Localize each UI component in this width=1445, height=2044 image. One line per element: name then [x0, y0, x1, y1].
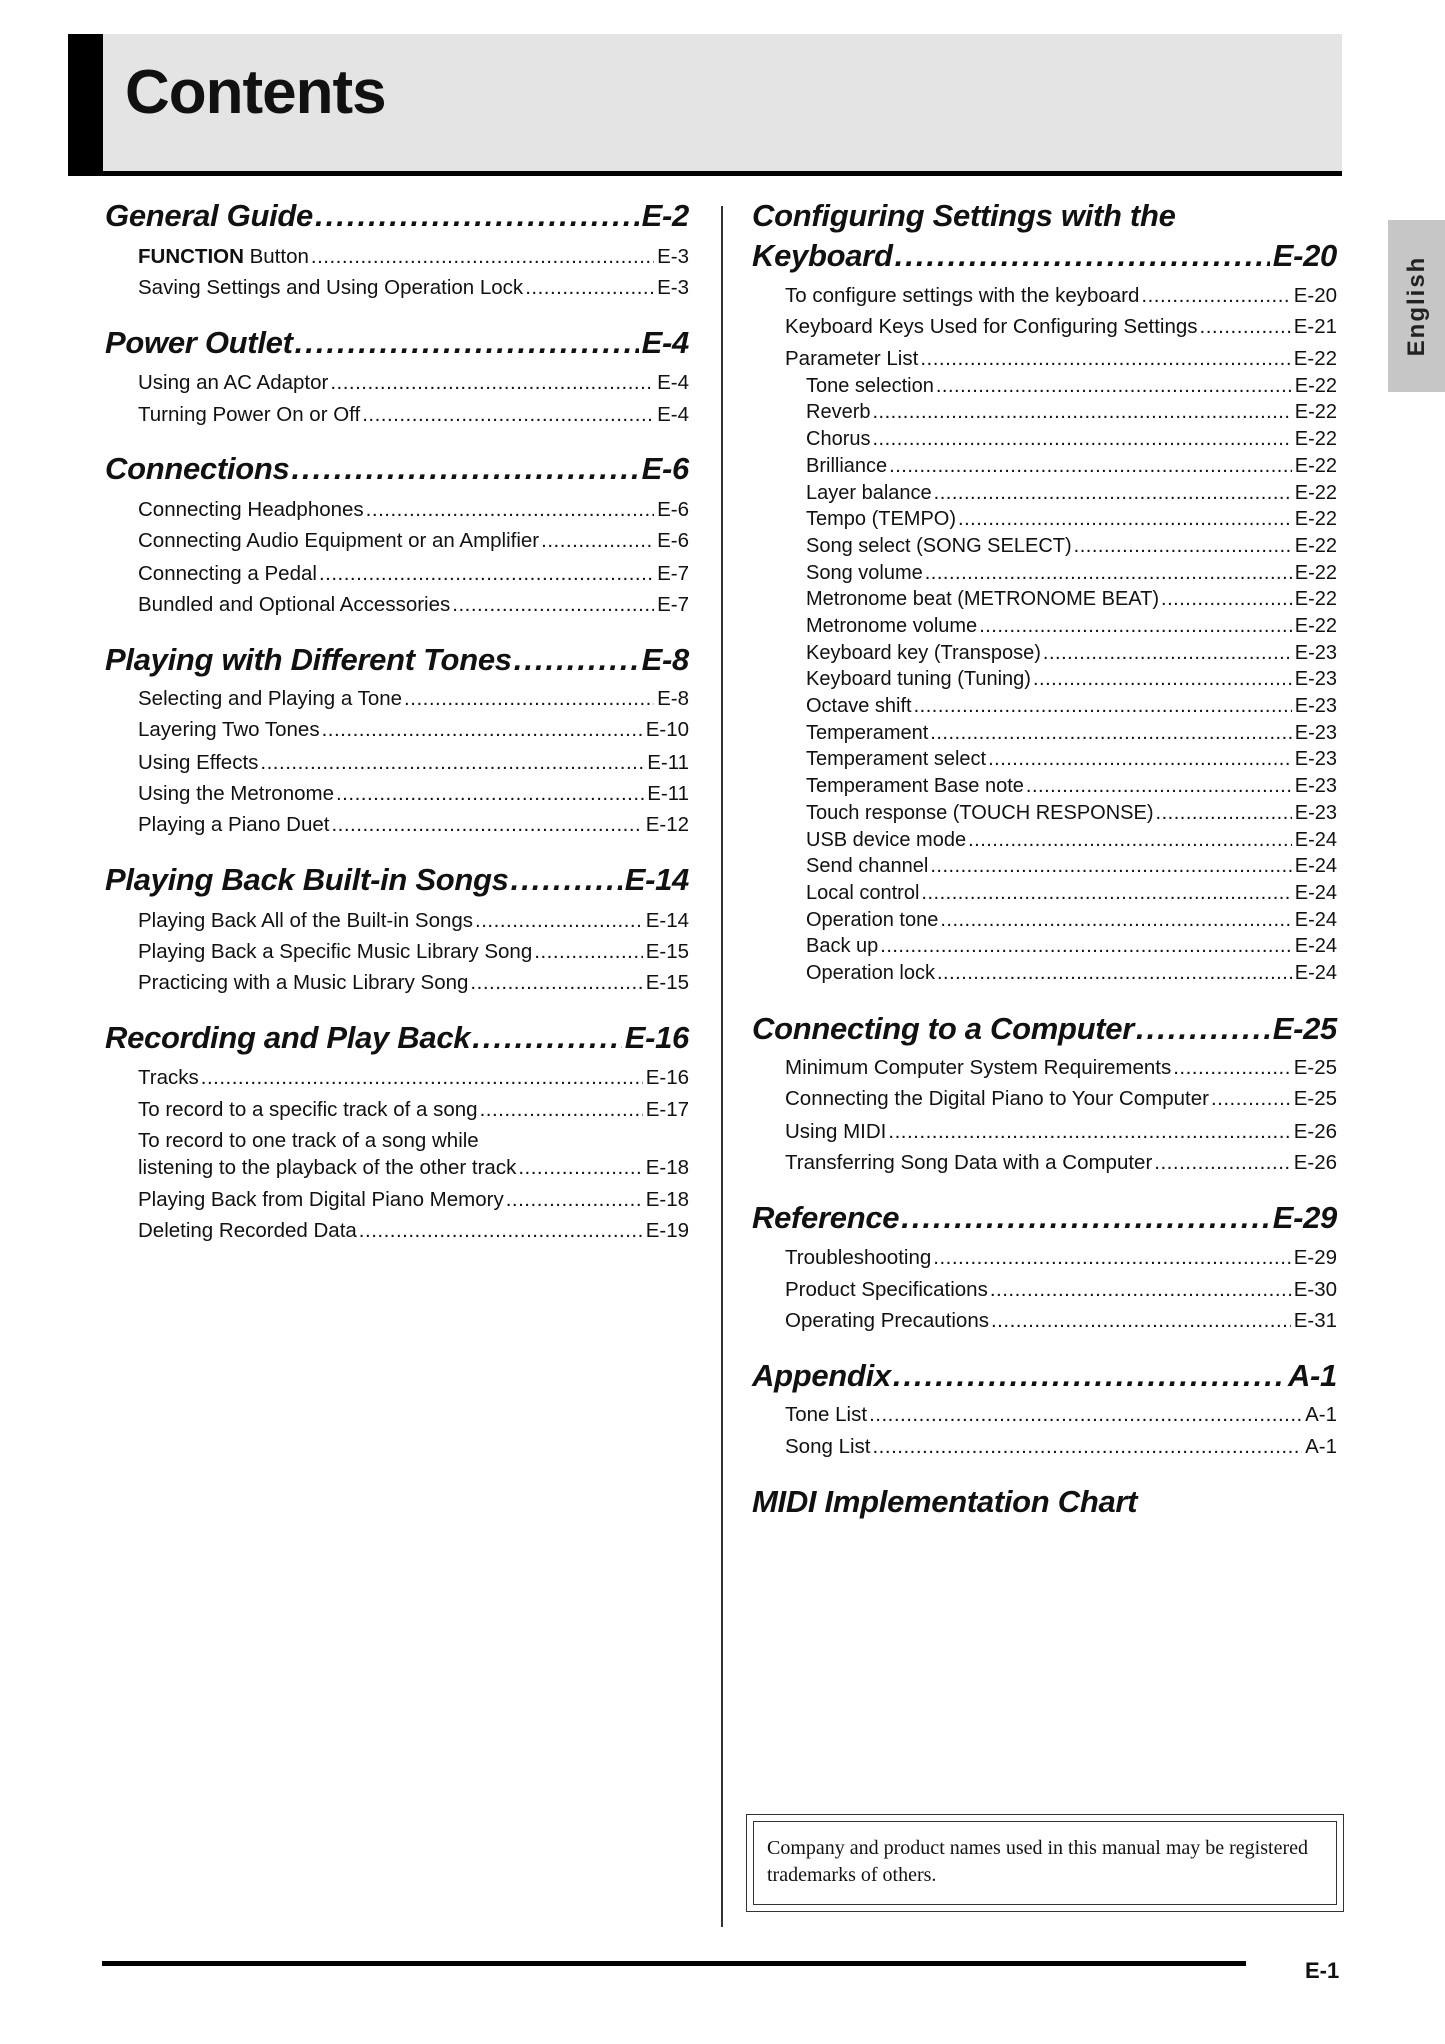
- toc-entry-label: Touch response (TOUCH RESPONSE): [806, 802, 1154, 824]
- toc-entry-label: Keyboard Keys Used for Configuring Settings: [785, 315, 1198, 338]
- toc-entry[interactable]: [138, 908, 689, 934]
- toc-page-number: A-1: [1305, 1435, 1337, 1458]
- toc-entry[interactable]: [806, 880, 1337, 906]
- toc-entry[interactable]: [138, 781, 689, 807]
- toc-page-number: E-6: [641, 451, 689, 486]
- toc-entry-label: Troubleshooting: [785, 1246, 932, 1269]
- toc-page-number: E-10: [645, 718, 689, 741]
- toc-entry[interactable]: [785, 1402, 1337, 1428]
- dot-leader: [925, 560, 1292, 586]
- toc-section-heading[interactable]: MIDI Implementation Chart: [752, 1484, 1138, 1519]
- toc-entry-label: Brilliance: [806, 455, 888, 477]
- toc-entry[interactable]: [138, 750, 689, 776]
- toc-entry[interactable]: [785, 314, 1337, 340]
- toc-page-number: E-22: [1293, 347, 1337, 370]
- toc-entry-label-rest: Button: [243, 245, 309, 268]
- dot-leader: [336, 781, 644, 807]
- toc-section-heading[interactable]: [752, 1358, 1337, 1394]
- toc-entry-label: listening to the playback of the other track: [138, 1156, 517, 1179]
- toc-entry-label: Tone List: [785, 1403, 868, 1426]
- toc-entry[interactable]: [138, 939, 689, 965]
- toc-entry-label: Minimum Computer System Requirements: [785, 1056, 1172, 1079]
- dot-leader: [979, 613, 1292, 639]
- toc-entry[interactable]: [806, 613, 1337, 639]
- toc-page-number: E-24: [1294, 935, 1337, 957]
- dot-leader: [475, 908, 643, 934]
- footer-rule: [102, 1961, 1246, 1966]
- dot-leader: [480, 1097, 643, 1123]
- dot-leader: [359, 1218, 643, 1244]
- dot-leader: [331, 812, 642, 838]
- toc-entry[interactable]: [785, 1086, 1337, 1112]
- toc-entry-label: Send channel: [806, 855, 929, 877]
- toc-entry-label: Song select (SONG SELECT): [806, 535, 1072, 557]
- toc-page-number: E-11: [647, 751, 689, 774]
- toc-page-number: E-22: [1294, 535, 1337, 557]
- toc-entry[interactable]: [785, 283, 1337, 309]
- toc-page-number: E-11: [647, 782, 689, 805]
- toc-page-number: E-15: [645, 971, 689, 994]
- toc-page-number: E-20: [1272, 238, 1337, 273]
- toc-entry[interactable]: [785, 1055, 1337, 1081]
- toc-page-number: E-2: [641, 198, 689, 233]
- toc-entry-label: Playing Back All of the Built-in Songs: [138, 909, 474, 932]
- toc-page-number: E-26: [1293, 1120, 1337, 1143]
- toc-entry-label: Appendix: [752, 1358, 891, 1393]
- language-tab-label: English: [1402, 255, 1430, 357]
- toc-page-number: E-12: [645, 813, 689, 836]
- language-tab: [1388, 220, 1445, 392]
- toc-entry-label: Chorus: [806, 428, 871, 450]
- toc-page-number: E-25: [1293, 1087, 1337, 1110]
- toc-page-number: E-24: [1294, 855, 1337, 877]
- dot-leader: [1154, 1150, 1290, 1176]
- dot-leader: [470, 970, 642, 996]
- toc-entry-label: Recording and Play Back: [105, 1020, 471, 1055]
- toc-page-number: E-29: [1293, 1246, 1337, 1269]
- header-rule: [68, 171, 1342, 176]
- toc-entry[interactable]: [785, 1119, 1337, 1145]
- toc-page-number: E-23: [1294, 668, 1337, 690]
- toc-page-number: E-22: [1294, 588, 1337, 610]
- toc-entry[interactable]: [138, 528, 689, 554]
- dot-leader: [872, 399, 1291, 425]
- toc-entry-label: Using the Metronome: [138, 782, 334, 805]
- toc-entry-label: To record to a specific track of a song: [138, 1098, 478, 1121]
- dot-leader: [888, 1119, 1290, 1145]
- toc-entry-label: Turning Power On or Off: [138, 403, 361, 426]
- toc-section-heading[interactable]: [105, 451, 689, 487]
- toc-page-number: E-23: [1294, 775, 1337, 797]
- dot-leader: [319, 561, 654, 587]
- toc-entry[interactable]: [806, 586, 1337, 612]
- toc-entry[interactable]: [138, 717, 689, 743]
- toc-entry-label: Metronome beat (METRONOME BEAT): [806, 588, 1160, 610]
- toc-entry-label: Practicing with a Music Library Song: [138, 971, 469, 994]
- toc-entry[interactable]: [806, 426, 1337, 452]
- toc-page-number: E-30: [1293, 1278, 1337, 1301]
- dot-leader: [404, 686, 654, 712]
- toc-page-number: E-24: [1294, 829, 1337, 851]
- toc-entry-label: Back up: [806, 935, 879, 957]
- toc-entry-label: Using an AC Adaptor: [138, 371, 329, 394]
- toc-entry[interactable]: [785, 1150, 1337, 1176]
- dot-leader: [291, 451, 638, 487]
- toc-page-number: E-8: [657, 687, 689, 710]
- toc-entry-label: To configure settings with the keyboard: [785, 284, 1140, 307]
- toc-entry-label: Playing with Different Tones: [105, 642, 512, 677]
- toc-page-number: E-6: [657, 498, 689, 521]
- toc-page-number: E-14: [645, 909, 689, 932]
- dot-leader: [937, 960, 1292, 986]
- dot-leader: [872, 426, 1291, 452]
- toc-entry-label: Selecting and Playing a Tone: [138, 687, 403, 710]
- toc-entry-label: Local control: [806, 882, 920, 904]
- toc-entry[interactable]: [138, 970, 689, 996]
- toc-entry-label: Song List: [785, 1435, 871, 1458]
- toc-entry-label: USB device mode: [806, 829, 967, 851]
- toc-entry-label: Keyboard: [752, 238, 893, 273]
- toc-entry[interactable]: [138, 1155, 689, 1181]
- dot-leader: [260, 750, 644, 776]
- toc-page-number: E-22: [1294, 428, 1337, 450]
- dot-leader: [958, 506, 1292, 532]
- toc-entry-label: Power Outlet: [105, 325, 293, 360]
- page-title: Contents: [125, 58, 386, 127]
- toc-entry[interactable]: [806, 480, 1337, 506]
- toc-entry-line1[interactable]: To record to one track of a song while: [138, 1129, 479, 1152]
- dot-leader: [311, 244, 654, 270]
- dot-leader: [1200, 314, 1291, 340]
- toc-page-number: E-22: [1294, 562, 1337, 584]
- toc-entry[interactable]: [806, 720, 1337, 746]
- toc-entry-label: Temperament select: [806, 748, 987, 770]
- toc-page-number: E-23: [1294, 802, 1337, 824]
- toc-entry[interactable]: [138, 812, 689, 838]
- dot-leader: [295, 325, 639, 361]
- toc-page-number: E-18: [645, 1188, 689, 1211]
- toc-entry-label: Operating Precautions: [785, 1309, 989, 1332]
- dot-leader: [330, 370, 654, 396]
- dot-leader: [940, 907, 1291, 933]
- toc-page-number: E-18: [645, 1156, 689, 1179]
- toc-page-number: E-16: [624, 1020, 689, 1055]
- toc-entry[interactable]: [806, 506, 1337, 532]
- toc-entry[interactable]: [138, 1218, 689, 1244]
- toc-entry-label: Keyboard tuning (Tuning): [806, 668, 1031, 690]
- toc-entry-label: Temperament Base note: [806, 775, 1024, 797]
- toc-entry[interactable]: [806, 746, 1337, 772]
- toc-entry[interactable]: [806, 933, 1337, 959]
- toc-entry-label: Reverb: [806, 401, 871, 423]
- dot-leader: [1211, 1086, 1291, 1112]
- toc-page-number: E-22: [1294, 508, 1337, 530]
- toc-entry[interactable]: [138, 370, 689, 396]
- dot-leader: [452, 592, 654, 618]
- toc-entry[interactable]: [138, 561, 689, 587]
- toc-entry-label: Playing a Piano Duet: [138, 813, 330, 836]
- toc-section-heading[interactable]: [105, 862, 689, 898]
- toc-entry[interactable]: [138, 402, 689, 428]
- toc-entry-label: Tempo (TEMPO): [806, 508, 957, 530]
- dot-leader: [893, 1358, 1285, 1394]
- dot-leader: [322, 717, 643, 743]
- toc-entry-label: Parameter List: [785, 347, 919, 370]
- dot-leader: [366, 497, 654, 523]
- toc-entry[interactable]: [785, 1277, 1337, 1303]
- toc-entry[interactable]: [806, 560, 1337, 586]
- toc-page-number: E-19: [645, 1219, 689, 1242]
- toc-entry-label: Metronome volume: [806, 615, 978, 637]
- toc-page-number: E-22: [1294, 455, 1337, 477]
- dot-leader: [1156, 800, 1292, 826]
- toc-entry-label: Tracks: [138, 1066, 199, 1089]
- toc-entry[interactable]: [785, 1308, 1337, 1334]
- toc-page-number: E-4: [657, 403, 689, 426]
- toc-section-heading[interactable]: [105, 642, 689, 678]
- toc-entry[interactable]: [138, 497, 689, 523]
- toc-entry[interactable]: [138, 1187, 689, 1213]
- toc-entry-label: Saving Settings and Using Operation Lock: [138, 276, 524, 299]
- toc-page-number: A-1: [1287, 1358, 1337, 1393]
- toc-entry-label: Using Effects: [138, 751, 259, 774]
- dot-leader: [914, 693, 1292, 719]
- toc-entry[interactable]: [138, 592, 689, 618]
- toc-entry[interactable]: [138, 1097, 689, 1123]
- dot-leader: [869, 1402, 1302, 1428]
- toc-entry-label: Layering Two Tones: [138, 718, 320, 741]
- toc-entry-label: Transferring Song Data with a Computer: [785, 1151, 1153, 1174]
- dot-leader: [362, 402, 654, 428]
- toc-page-number: E-25: [1272, 1011, 1337, 1046]
- toc-page-number: E-24: [1294, 962, 1337, 984]
- toc-page-number: E-22: [1294, 375, 1337, 397]
- toc-entry[interactable]: [806, 640, 1337, 666]
- toc-page-number: E-17: [645, 1098, 689, 1121]
- toc-entry[interactable]: [785, 346, 1337, 372]
- dot-leader: [1033, 666, 1292, 692]
- toc-entry-label: Song volume: [806, 562, 923, 584]
- toc-entry-label: Using MIDI: [785, 1120, 887, 1143]
- toc-entry[interactable]: [806, 373, 1337, 399]
- toc-entry-label: Keyboard key (Transpose): [806, 642, 1041, 664]
- dot-leader: [934, 480, 1292, 506]
- dot-leader: [1026, 773, 1292, 799]
- dot-leader: [511, 862, 622, 898]
- toc-entry-label-bold: FUNCTION: [138, 245, 244, 268]
- dot-leader: [472, 1020, 621, 1056]
- toc-page-number: E-26: [1293, 1151, 1337, 1174]
- toc-section-heading[interactable]: [105, 1020, 689, 1056]
- dot-leader: [990, 1277, 1291, 1303]
- toc-entry[interactable]: [785, 1245, 1337, 1271]
- toc-entry-label: Layer balance: [806, 482, 932, 504]
- toc-entry[interactable]: [806, 800, 1337, 826]
- dot-leader: [1136, 1011, 1270, 1047]
- toc-entry[interactable]: [806, 827, 1337, 853]
- toc-page-number: E-22: [1294, 482, 1337, 504]
- trademark-notice-box: [746, 1814, 1344, 1912]
- toc-page-number: E-6: [657, 529, 689, 552]
- toc-page-number: E-4: [657, 371, 689, 394]
- dot-leader: [1161, 586, 1292, 612]
- dot-leader: [920, 346, 1290, 372]
- toc-page-number: E-3: [657, 245, 689, 268]
- dot-leader: [541, 528, 654, 554]
- toc-entry-label: Operation lock: [806, 962, 935, 984]
- toc-entry-label: Playing Back from Digital Piano Memory: [138, 1188, 504, 1211]
- dot-leader: [889, 453, 1292, 479]
- header-accent-bar: [68, 34, 103, 176]
- dot-leader: [1043, 640, 1292, 666]
- dot-leader: [1141, 283, 1290, 309]
- toc-page-number: E-7: [657, 593, 689, 616]
- toc-page-number: E-8: [641, 642, 689, 677]
- toc-page-number: E-20: [1293, 284, 1337, 307]
- toc-entry[interactable]: [138, 686, 689, 712]
- dot-leader: [525, 275, 654, 301]
- column-divider: [721, 206, 723, 1927]
- toc-entry-label: Connecting a Pedal: [138, 562, 317, 585]
- toc-entry-label: General Guide: [105, 198, 313, 233]
- toc-page-number: E-23: [1294, 695, 1337, 717]
- dot-leader: [315, 198, 639, 234]
- dot-leader: [930, 853, 1291, 879]
- toc-page-number: E-23: [1294, 722, 1337, 744]
- toc-page-number: E-23: [1294, 748, 1337, 770]
- toc-entry[interactable]: [806, 453, 1337, 479]
- toc-page-number: E-21: [1293, 315, 1337, 338]
- dot-leader: [201, 1065, 643, 1091]
- dot-leader: [880, 933, 1291, 959]
- dot-leader: [895, 238, 1270, 274]
- toc-entry-label: Deleting Recorded Data: [138, 1219, 357, 1242]
- dot-leader: [930, 720, 1291, 746]
- dot-leader: [901, 1200, 1269, 1236]
- toc-entry[interactable]: [138, 244, 689, 270]
- toc-entry[interactable]: [806, 693, 1337, 719]
- toc-section-heading[interactable]: [752, 238, 1337, 274]
- toc-entry[interactable]: [806, 666, 1337, 692]
- toc-page-number: E-7: [657, 562, 689, 585]
- toc-entry[interactable]: [806, 773, 1337, 799]
- dot-leader: [1074, 533, 1292, 559]
- page-number: E-1: [1305, 1958, 1340, 1983]
- toc-entry-label: Product Specifications: [785, 1278, 988, 1301]
- toc-entry-label: Octave shift: [806, 695, 912, 717]
- toc-page-number: E-29: [1272, 1200, 1337, 1235]
- toc-page-number: E-24: [1294, 882, 1337, 904]
- toc-page-number: E-31: [1293, 1309, 1337, 1332]
- dot-leader: [514, 642, 639, 678]
- toc-entry-label: Connecting to a Computer: [752, 1011, 1135, 1046]
- dot-leader: [988, 746, 1292, 772]
- toc-entry-label: Bundled and Optional Accessories: [138, 593, 451, 616]
- dot-leader: [506, 1187, 643, 1213]
- toc-entry[interactable]: [806, 960, 1337, 986]
- dot-leader: [968, 827, 1292, 853]
- toc-entry-label: Connections: [105, 451, 290, 486]
- dot-leader: [534, 939, 642, 965]
- trademark-notice-text: Company and product names used in this manual may be registered trademarks of others.: [767, 1837, 1308, 1886]
- toc-section-heading[interactable]: [752, 1200, 1337, 1236]
- toc-page-number: E-23: [1294, 642, 1337, 664]
- toc-section-heading[interactable]: [752, 1011, 1337, 1047]
- toc-entry[interactable]: [806, 907, 1337, 933]
- toc-page-number: E-3: [657, 276, 689, 299]
- toc-entry[interactable]: [806, 533, 1337, 559]
- toc-entry[interactable]: [138, 1065, 689, 1091]
- toc-entry-label: Connecting the Digital Piano to Your Computer: [785, 1087, 1209, 1110]
- toc-page-number: E-22: [1294, 615, 1337, 637]
- toc-page-number: E-25: [1293, 1056, 1337, 1079]
- toc-page-number: E-15: [645, 940, 689, 963]
- toc-section-heading[interactable]: [105, 325, 689, 361]
- toc-page-number: A-1: [1305, 1403, 1337, 1426]
- toc-entry-label: [138, 244, 309, 270]
- toc-entry-label: Playing Back a Specific Music Library Song: [138, 940, 533, 963]
- dot-leader: [933, 1245, 1290, 1271]
- toc-entry-label: Reference: [752, 1200, 900, 1235]
- toc-page-number: E-24: [1294, 909, 1337, 931]
- toc-page-number: E-4: [641, 325, 689, 360]
- toc-page-number: E-14: [624, 862, 689, 897]
- dot-leader: [1173, 1055, 1290, 1081]
- toc-entry-label: Playing Back Built-in Songs: [105, 862, 509, 897]
- toc-section-heading[interactable]: [105, 198, 689, 234]
- dot-leader: [991, 1308, 1291, 1334]
- toc-entry-label: Temperament: [806, 722, 929, 744]
- dot-leader: [921, 880, 1291, 906]
- dot-leader: [936, 373, 1292, 399]
- toc-entry[interactable]: [806, 853, 1337, 879]
- toc-entry[interactable]: [785, 1434, 1337, 1460]
- dot-leader: [872, 1434, 1302, 1460]
- toc-section-heading-line1[interactable]: Configuring Settings with the: [752, 198, 1176, 233]
- toc-page-number: E-16: [645, 1066, 689, 1089]
- toc-entry-label: Tone selection: [806, 375, 934, 397]
- toc-entry-label: Connecting Audio Equipment or an Amplifier: [138, 529, 540, 552]
- dot-leader: [518, 1155, 642, 1181]
- toc-entry[interactable]: [806, 399, 1337, 425]
- toc-entry-label: Connecting Headphones: [138, 498, 364, 521]
- toc-page-number: E-22: [1294, 401, 1337, 423]
- toc-entry[interactable]: [138, 275, 689, 301]
- toc-entry-label: Operation tone: [806, 909, 939, 931]
